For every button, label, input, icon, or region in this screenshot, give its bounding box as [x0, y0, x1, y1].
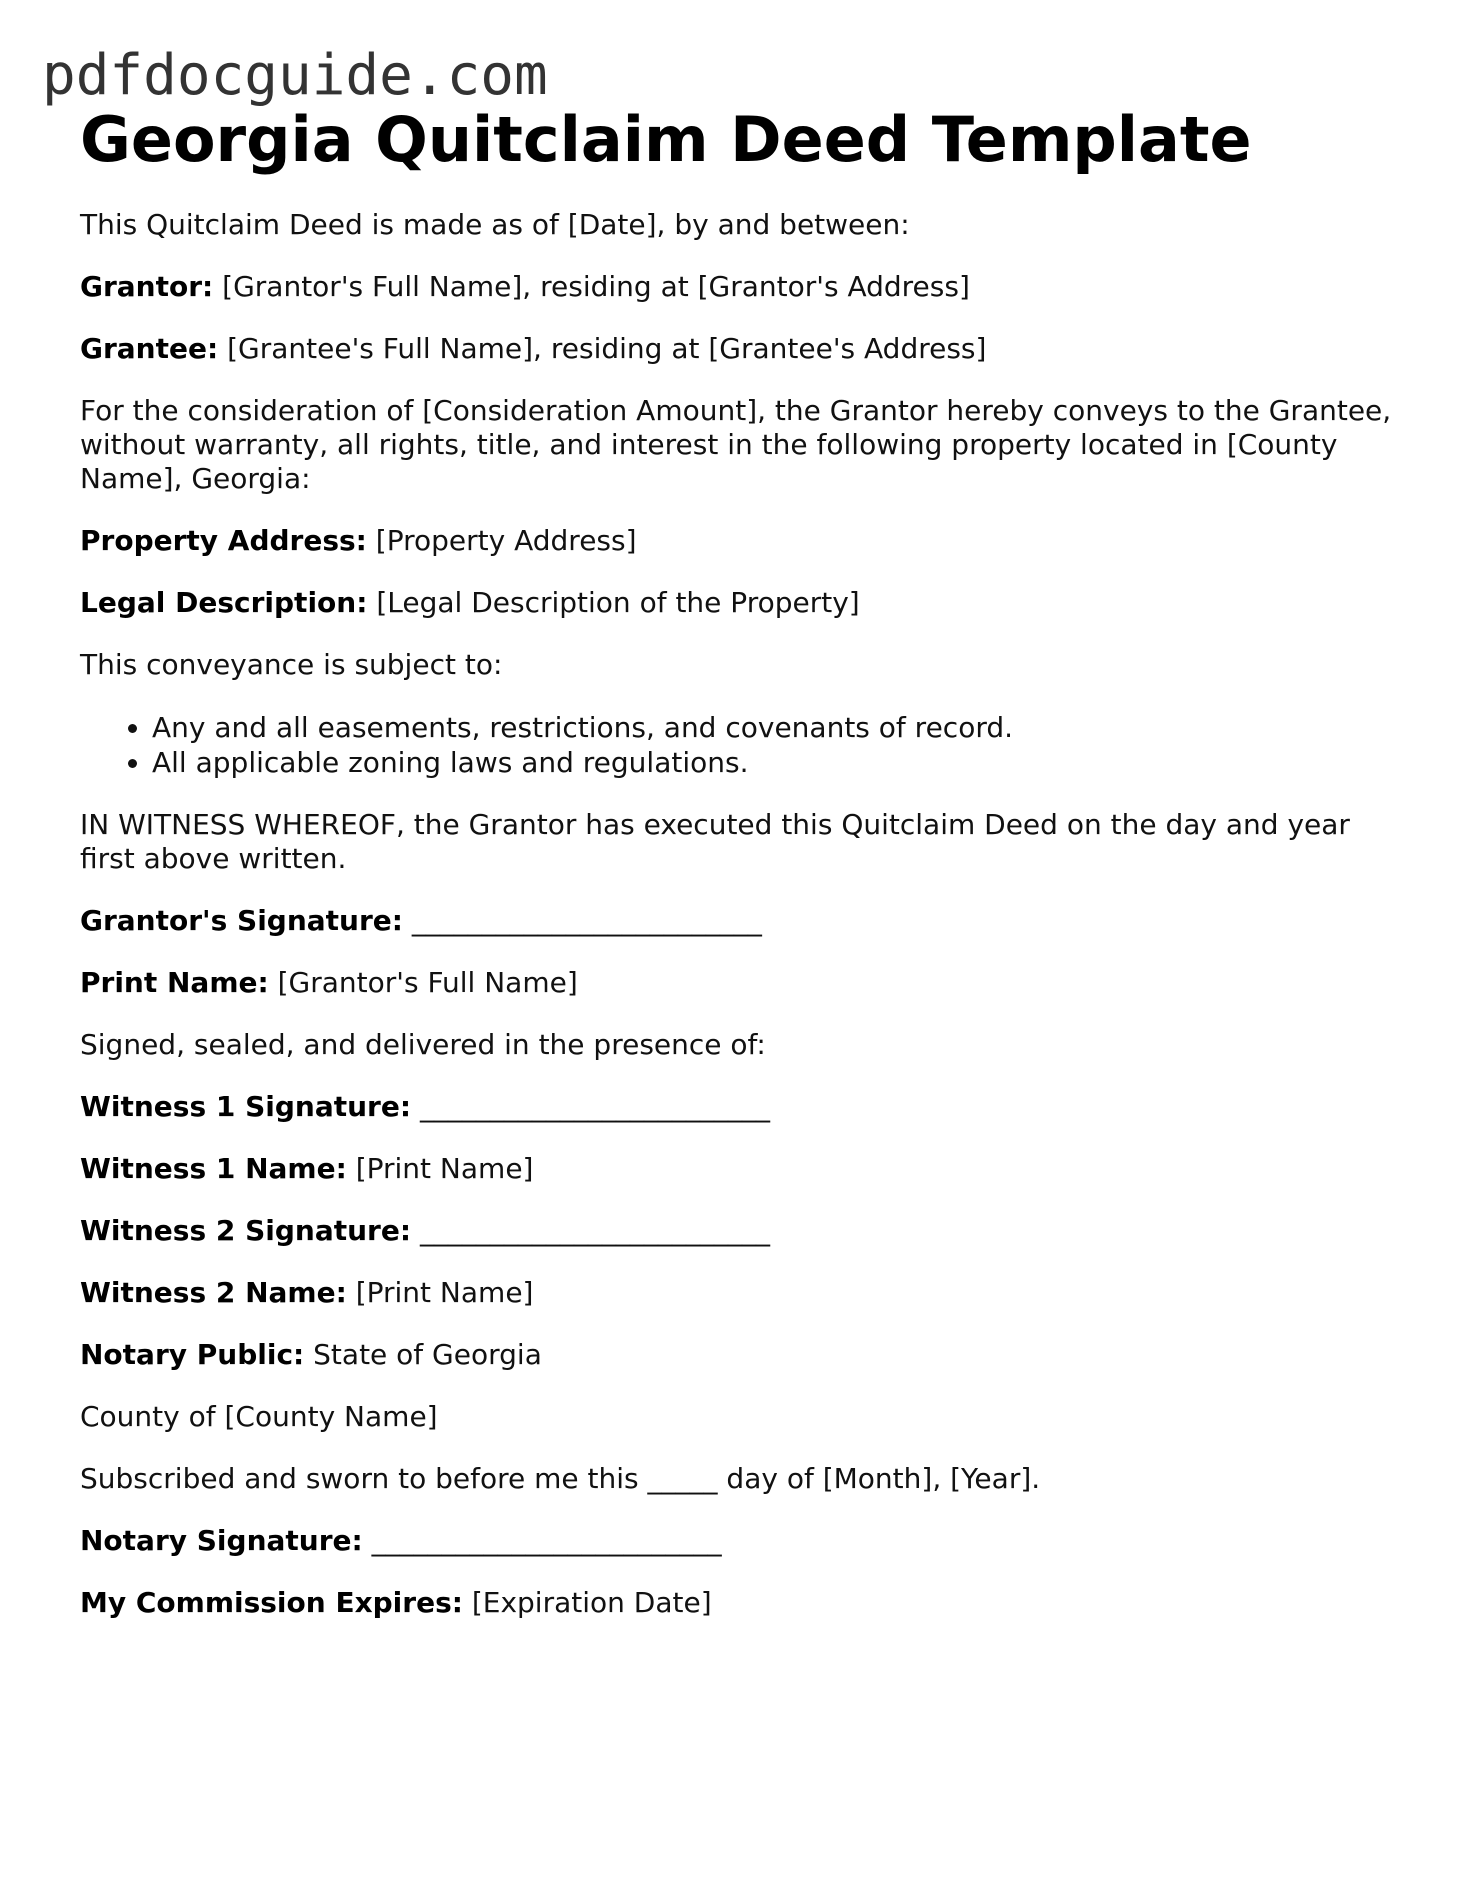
witness2-signature-line	[80, 1214, 1400, 1248]
list-item: • Any and all easements, restrictions, and covenants of record.	[152, 710, 1400, 745]
witness1-signature-line	[80, 1090, 1400, 1124]
county-line: County of [County Name]	[80, 1400, 438, 1433]
print-name-line	[80, 966, 1400, 1000]
document-title: Georgia Quitclaim Deed Template	[80, 103, 1252, 176]
sworn-line: Subscribed and sworn to before me this _____ day of [Month], [Year].	[80, 1462, 1041, 1495]
witness1-signature-blank: _________________________	[419, 1090, 770, 1123]
list-item: • All applicable zoning laws and regulations.	[152, 745, 1400, 780]
property-address-line	[80, 524, 1400, 558]
notary-signature-line	[80, 1524, 1400, 1558]
notary-public-label: Notary Public:	[80, 1338, 305, 1371]
notary-public-line	[80, 1338, 1400, 1372]
commission-expires-label: My Commission Expires:	[80, 1586, 463, 1619]
grantee-label: Grantee:	[80, 332, 219, 365]
grantee-line	[80, 332, 1400, 366]
witness2-name-line	[80, 1276, 1400, 1310]
notary-signature-blank: _________________________	[371, 1524, 722, 1557]
notary-public-value: State of Georgia	[313, 1338, 542, 1371]
property-address-label: Property Address:	[80, 524, 367, 557]
document-body	[80, 100, 1400, 1620]
grantor-signature-label: Grantor's Signature:	[80, 904, 403, 937]
witness1-signature-label: Witness 1 Signature:	[80, 1090, 412, 1123]
intro-paragraph: This Quitclaim Deed is made as of [Date], by and between:	[80, 208, 910, 241]
print-name-value: [Grantor's Full Name]	[277, 966, 578, 999]
witness2-signature-label: Witness 2 Signature:	[80, 1214, 412, 1247]
witness2-name-value: [Print Name]	[355, 1276, 534, 1309]
site-watermark: pdfdocguide.com	[42, 43, 548, 108]
grantor-line	[80, 270, 1400, 304]
witness1-name-label: Witness 1 Name:	[80, 1152, 347, 1185]
legal-description-value: [Legal Description of the Property]	[376, 586, 860, 619]
witness-clause-paragraph: IN WITNESS WHEREOF, the Grantor has executed this Quitclaim Deed on the day and year first above written.	[80, 808, 1350, 875]
grantee-value: [Grantee's Full Name], residing at [Grantee's Address]	[227, 332, 987, 365]
legal-description-line	[80, 586, 1400, 620]
grantor-signature-line	[80, 904, 1400, 938]
witness1-name-line	[80, 1152, 1400, 1186]
grantor-label: Grantor:	[80, 270, 214, 303]
commission-expires-line	[80, 1586, 1400, 1620]
witness2-signature-blank: _________________________	[419, 1214, 770, 1247]
grantor-value: [Grantor's Full Name], residing at [Grantor's Address]	[222, 270, 970, 303]
conditions-list	[80, 710, 1400, 780]
witness2-name-label: Witness 2 Name:	[80, 1276, 347, 1309]
witness1-name-value: [Print Name]	[355, 1152, 534, 1185]
consideration-paragraph: For the consideration of [Consideration Amount], the Grantor hereby conveys to the Grantee, without warranty, all rights, title, and interest in the following property located in [County Name], Georgia:	[80, 394, 1392, 495]
grantor-signature-blank: _________________________	[411, 904, 762, 937]
legal-description-label: Legal Description:	[80, 586, 368, 619]
commission-expires-value: [Expiration Date]	[471, 1586, 712, 1619]
print-name-label: Print Name:	[80, 966, 269, 999]
notary-signature-label: Notary Signature:	[80, 1524, 363, 1557]
presence-line: Signed, sealed, and delivered in the presence of:	[80, 1028, 766, 1061]
property-address-value: [Property Address]	[375, 524, 637, 557]
subject-to-line: This conveyance is subject to:	[80, 648, 503, 681]
